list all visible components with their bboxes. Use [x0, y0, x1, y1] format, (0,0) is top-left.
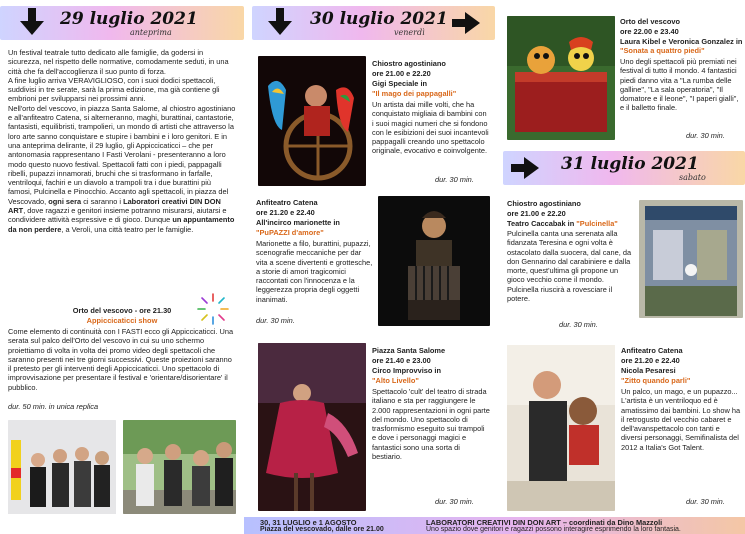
- event-duration: dur. 30 min.: [256, 316, 295, 325]
- event-time: ore 21.00 e 22.20: [372, 69, 431, 78]
- event-title: Appiccicaticci show: [86, 316, 158, 325]
- event-description: Un artista dai mille volti, che ha conquistato migliaia di bambini con i suoi magici numeri che si fondono con le esibizioni dei suoi incantevoli pappagalli creando uno spettacolo originale, evocativo e coinvolgente.: [372, 100, 489, 156]
- event-time: ore 21.00 e 22.20: [507, 209, 566, 218]
- photo-pulcinella-stage: [639, 200, 743, 318]
- footer-title: LABORATORI CREATIVI DIN DON ART – coordinati da Dino Mazzoli: [426, 518, 663, 527]
- photo-ventriloquist: [507, 345, 615, 511]
- event-title: "Il mago dei pappagalli": [372, 89, 457, 98]
- event-heading: Orto del vescovo - ore 21.30: [72, 306, 172, 315]
- event-duration: dur. 50 min. in unica replica: [8, 402, 99, 411]
- event-description: Un palco, un mago, e un pupazzo... L'artista è un ventriloquo ed è amatissimo dai bambini. Lo show ha il retrogusto del vecchio cabaret e dell'avanspettacolo con tanti e diversi personaggi, Semifinalista del 2012 a Italia's Got Talent.: [621, 387, 741, 452]
- event-description: Marionette a filo, burattini, pupazzi, scenografie meccaniche per dar vita a scene divertenti e grottesche, a storie di amori tragicomici raccontati con l'innocenza e la leggerezza propria degli oggetti inanimati.: [256, 239, 373, 304]
- event-place: Piazza Santa Salome: [372, 346, 446, 355]
- event-company: Laura Kibel e Veronica Gonzalez in "Sonata a quattro piedi": [620, 37, 743, 56]
- arrow-right-icon: [452, 12, 480, 34]
- date-subtitle: sabato: [679, 173, 706, 182]
- intro-paragraph: A fine luglio arriva VERAVIGLIOSO, con i suoi dodici spettacoli, suddivisi in tre serate, sarà la prima edizione, ma già contiene gli embrioni per svilupparsi nei prossimi anni.: [8, 75, 220, 104]
- event-duration: dur. 30 min.: [435, 175, 474, 184]
- event-description: Uno degli spettacoli più premiati nei festival di tutto il mondo. 4 fantastici piedi danno vita a "La rumba delle galline", "La sala operatoria", "Il domatore e il leone", "I paperi gialli", e il balletto finale.: [620, 57, 739, 113]
- event-company: Gigi Speciale in: [372, 79, 428, 88]
- event-description: Spettacolo 'cult' del teatro di strada italiano e sta per raggiungere le 2.000 rappresentazioni in ogni parte del mondo. Uno spettacolo di trasformismo eseguito sui trampoli e dove i personaggi magici e fantastici sono una sorta di bestiario.: [372, 387, 490, 462]
- intro-text: [8, 48, 236, 234]
- arrow-down-icon: [266, 8, 294, 36]
- event-duration: dur. 30 min.: [559, 320, 598, 329]
- date-subtitle: anteprima: [130, 28, 172, 37]
- photo-appiccicaticci-group: [8, 420, 116, 514]
- date-subtitle: venerdì: [394, 28, 425, 37]
- event-place: Chiostro agostiniano: [507, 199, 581, 208]
- date-heading: 31 luglio 2021: [561, 154, 699, 174]
- event-title: "Alto Livello": [372, 376, 419, 385]
- event-company: Circo Improvviso in: [372, 366, 441, 375]
- event-company: Teatro Caccabak in "Pulcinella": [507, 219, 618, 228]
- footer-banner: [244, 517, 745, 534]
- event-duration: dur. 30 min.: [686, 497, 725, 506]
- event-place: Chiostro agostiniano: [372, 59, 446, 68]
- event-time: ore 21.20 e 22.40: [621, 356, 680, 365]
- event-time: ore 22.00 e 23.40: [620, 27, 679, 36]
- photo-magician-parrots: [258, 56, 366, 186]
- event-company: All'incirco marionette in: [256, 218, 340, 227]
- event-duration: dur. 30 min.: [686, 131, 725, 140]
- footer-text: Uno spazio dove genitori e ragazzi possono interagire esprimendo la loro fantasia.: [426, 526, 681, 533]
- event-place: Anfiteatro Catena: [256, 198, 318, 207]
- photo-accordion-puppeteer: [378, 196, 490, 326]
- arrow-right-icon: [511, 157, 539, 179]
- event-place: Anfiteatro Catena: [621, 346, 683, 355]
- footer-dates: 30, 31 LUGLIO e 1 AGOSTO: [260, 518, 357, 527]
- column-31-july: [503, 0, 745, 534]
- column-30-july: [252, 0, 495, 534]
- event-description: Pulcinella canta una serenata alla fidanzata Teresina e ogni volta è ostacolato dalla suocera, dal cane, da don Gennarino dal carabiniere e dalla morte, quest'ultima gli propone un gioco vecchio come il mondo. Pulcinella riuscirà a rovesciare il potere.: [507, 229, 632, 304]
- photo-appiccicaticci-outdoor: [123, 420, 236, 514]
- event-title: "PuPAZZI d'amore": [256, 228, 324, 237]
- footer-place: Piazza del vescovado, dalle ore 21.00: [260, 526, 384, 533]
- photo-stilt-performers: [258, 343, 366, 511]
- event-company: Nicola Pesaresi: [621, 366, 676, 375]
- date-heading: 29 luglio 2021: [60, 9, 198, 29]
- event-place: Orto del vescovo: [620, 17, 680, 26]
- intro-paragraph: Nell'orto del vescovo, in piazza Santa Salome, al chiostro agostiniano e all'anfiteatro Catena, si alterneranno, maghi, burattinai, cantastorie, fantasisti, equilibristi, trampolieri, un mondo di artisti che attraverso la loro arte sanno conquistare e stupire i bambini e i loro genitori. E in una anteprima delirante, il 29 luglio, gli Appiccicaticci – che per antonomasia rappresentano I Fasti Verolani - presenteranno a loro modo questo nuovo festival. Spettacoli fatti con i piedi, pappagalli ribelli, pupazzi innamorati, bruchi che si trasformano in farfalle, ventriloqui, fachiri e un diavolo a trampoli tra i due burattini più famosi, Pulcinella e Pinocchio. Accanto agli spettacoli, in piazza del Vescovado, ogni sera ci saranno i Laboratori creativi DIN DON ART, dove ragazzi e genitori insieme potranno misurarsi, aiutarsi e condividere attività espressive e di gioco. Dunque un appuntamento da non perdere, a Veroli, una città teatro per le famiglie.: [8, 103, 236, 234]
- photo-foot-puppets: [507, 16, 615, 140]
- event-duration: dur. 30 min.: [435, 497, 474, 506]
- event-time: ore 21.20 e 22.40: [256, 208, 315, 217]
- intro-paragraph: Un festival teatrale tutto dedicato alle famiglie, da godersi in sicurezza, nel rispetto delle normative, comodamente seduti, in una città che fa dell'accoglienza il suo punto di forza.: [8, 48, 229, 76]
- column-29-july: [0, 0, 244, 534]
- arrow-down-icon: [18, 8, 46, 36]
- event-time: ore 21.40 e 23.00: [372, 356, 431, 365]
- date-heading: 30 luglio 2021: [310, 9, 448, 29]
- event-title: "Zitto quando parli": [621, 376, 691, 385]
- event-description: Come elemento di continuità con I FASTI ecco gli Appiccicaticci. Una serata sul palco dell'Orto del vescovo in cui su uno schermo proiettiamo di volta in volta dei promo video degli spettacoli che saranno presenti nei tre giorni successivi. Queste proiezioni saranno il pretesto per gli interventi degli Appiccicaticci. Uno spettacolo di improvvisazione per presentare il festival e 'orientare/disorientare' il pubblico.: [8, 327, 234, 392]
